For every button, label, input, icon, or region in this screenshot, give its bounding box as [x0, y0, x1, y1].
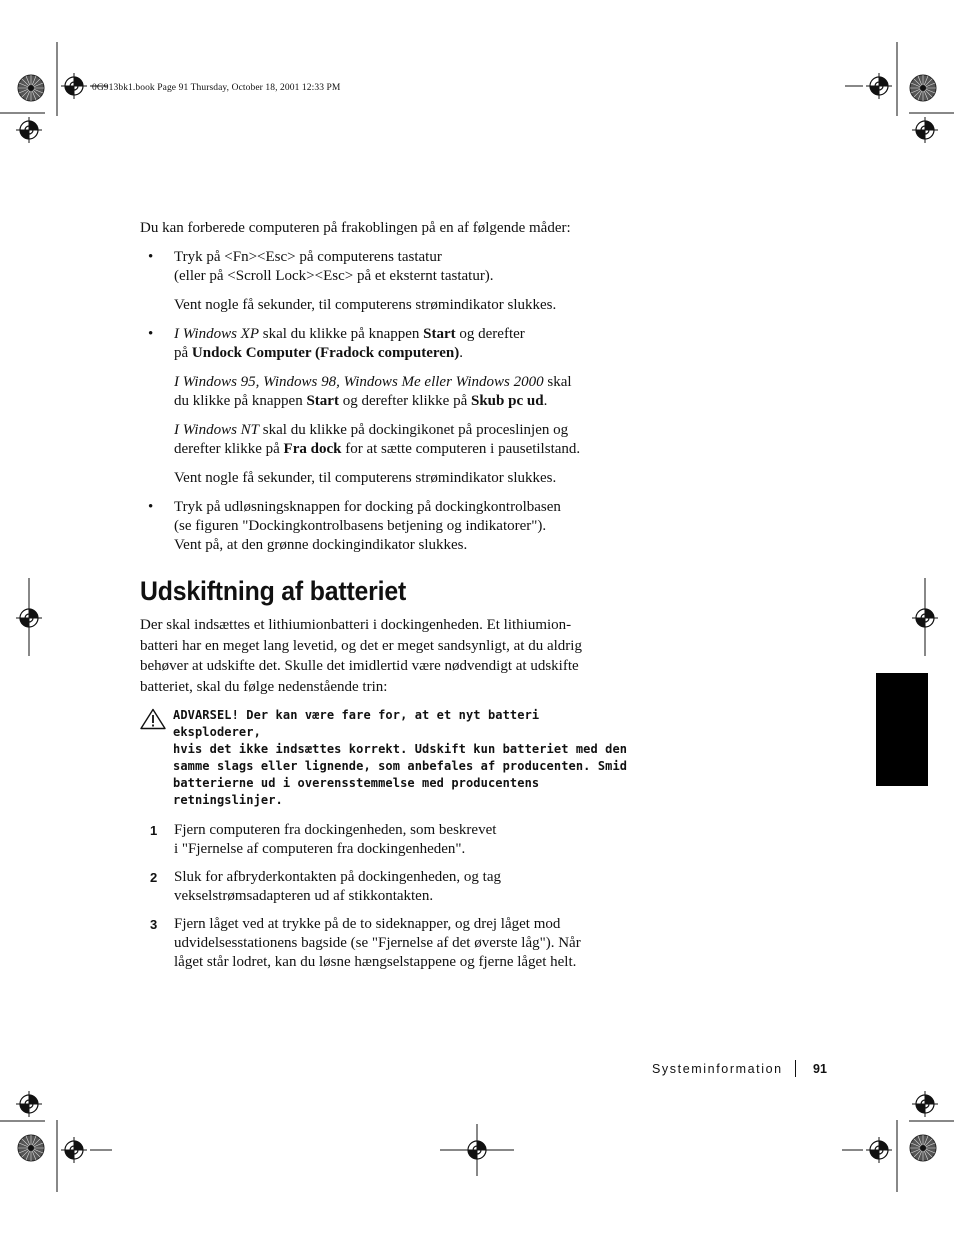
footer-separator — [795, 1060, 796, 1077]
registration-mark — [866, 1137, 892, 1163]
bullet-item — [140, 248, 630, 315]
page-number: 91 — [813, 1062, 827, 1076]
bullet-dot: • — [148, 249, 154, 265]
step-number: 1 — [150, 823, 158, 838]
intro-paragraph: Du kan forberede computeren på frakoblingen på en af følgende måder: — [140, 220, 571, 236]
bullet-item — [140, 498, 630, 555]
registration-mark — [16, 117, 42, 143]
starburst-mark-top-right — [910, 75, 936, 101]
step-number: 2 — [150, 870, 158, 885]
registration-mark — [866, 73, 892, 99]
bullet-note: Vent nogle få sekunder, til computerens strømindikator slukkes. — [174, 297, 557, 313]
bullet-text-xp: I Windows XP skal du klikke på knappen Start og derefter på Undock Computer (Fradock computeren). — [174, 326, 525, 361]
registration-mark — [61, 73, 87, 99]
starburst-mark-bottom-left — [18, 1135, 44, 1161]
step-number: 3 — [150, 917, 158, 932]
bullet-text: Tryk på <Fn><Esc> på computerens tastatur (eller på <Scroll Lock><Esc> på et eksternt tastatur). — [174, 249, 494, 284]
registration-mark — [912, 1091, 938, 1117]
bullet-item — [140, 325, 630, 488]
file-info-header: 0G913bk1.book Page 91 Thursday, October 18, 2001 12:33 PM — [92, 83, 341, 93]
bullet-text-nt: I Windows NT skal du klikke på dockingikonet på proceslinjen og derefter klikke på Fra dock for at sætte computeren i pausetilstand. — [174, 422, 581, 457]
footer-section-name: Systeminformation — [652, 1062, 783, 1076]
step-item: 2 Sluk for afbryderkontakten på dockingenheden, og tag vekselstrømsadapteren ud af stikkontakten. — [150, 869, 501, 904]
warning-triangle-icon — [140, 708, 166, 730]
bullet-dot: • — [148, 499, 154, 515]
section-intro: Der skal indsættes et lithiumionbatteri i dockingenheden. Et lithiumion- batteri har en meget lang levetid, og det er meget sandsynligt, at du aldrig behøver at udskifte det. Skulle det imidlertid være nødvendigt at udskifte batteriet, skal du følge nedenstående trin: — [140, 617, 582, 695]
bullet-note: Vent nogle få sekunder, til computerens strømindikator slukkes. — [174, 470, 557, 486]
starburst-mark-bottom-right — [910, 1135, 936, 1161]
section-title: Udskiftning af batteriet — [140, 576, 407, 606]
page-body — [140, 219, 630, 981]
registration-mark — [912, 117, 938, 143]
registration-mark — [61, 1137, 87, 1163]
warning-notice: ADVARSEL! Der kan være fare for, at et nyt batteri eksploderer, hvis det ikke indsættes korrekt. Udskift kun batteriet med den samme slags eller lignende, som anbefales af producenten. Smid batterierne ud i overensstemmelse med producentens retningslinjer. — [140, 707, 630, 809]
bullet-text: Tryk på udløsningsknappen for docking på dockingkontrolbasen (se figuren "Dockingkontrolbasens betjening og indikatorer"). Vent på, at den grønne dockingindikator slukkes. — [174, 499, 561, 553]
registration-mark — [16, 1091, 42, 1117]
step-item: 3 Fjern låget ved at trykke på de to sideknapper, og drej låget mod udvidelsesstationens bagside (se "Fjernelse af det øverste låg"). Når låget står lodret, kan du løsne hængselstappene og fjerne låget helt. — [150, 916, 581, 970]
bullet-dot: • — [148, 326, 154, 342]
chapter-thumb-tab — [876, 673, 928, 786]
step-item: 1 Fjern computeren fra dockingenheden, som beskrevet i "Fjernelse af computeren fra dockingenheden". — [150, 822, 497, 857]
starburst-mark-top-left — [18, 75, 44, 101]
bullet-text-win95: I Windows 95, Windows 98, Windows Me eller Windows 2000 skal du klikke på knappen Start og derefter klikke på Skub pc ud. — [174, 374, 572, 409]
